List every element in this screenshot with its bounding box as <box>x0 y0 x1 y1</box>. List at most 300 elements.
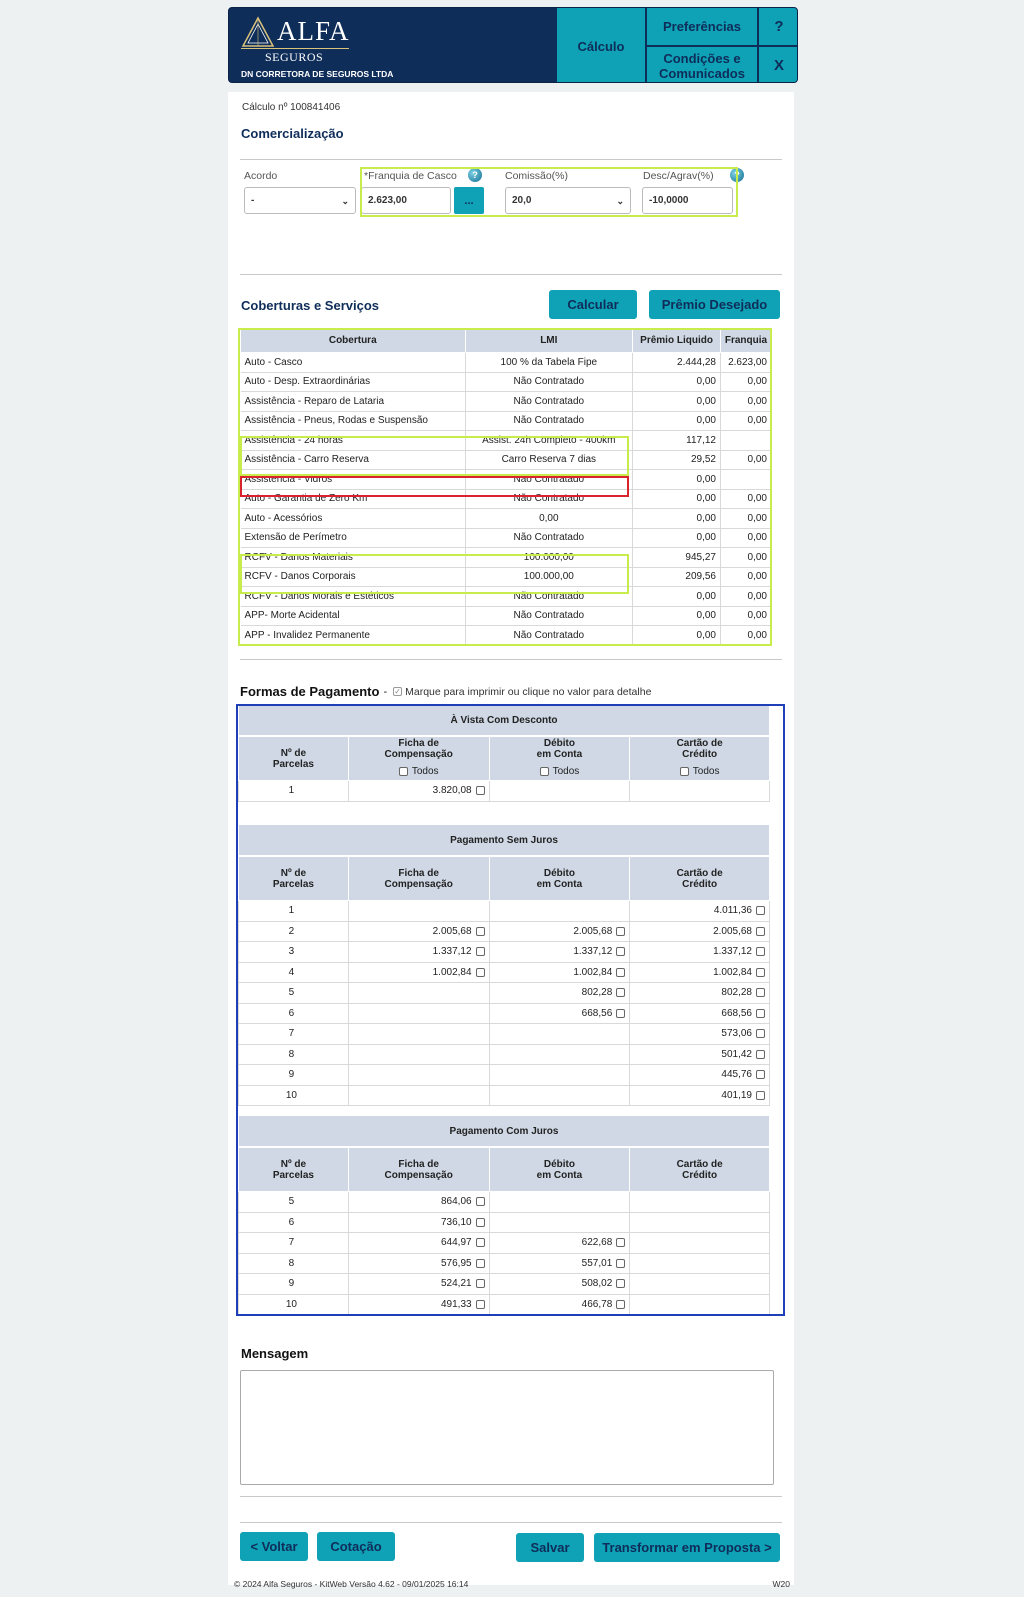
franquia-lookup-button[interactable]: ... <box>454 187 484 214</box>
col-debito-label: Débito em Conta <box>536 1158 583 1181</box>
parcela-value[interactable]: 802,28 <box>721 987 752 999</box>
cobertura-row <box>241 489 772 509</box>
parcela-checkbox[interactable] <box>616 1238 625 1247</box>
parcela-value[interactable]: 4.011,36 <box>713 905 752 917</box>
nav-calculo-button[interactable]: Cálculo <box>557 8 645 83</box>
parcela-checkbox[interactable] <box>756 1029 765 1038</box>
cobertura-name: RCFV - Danos Morais e Estéticos <box>241 587 466 607</box>
voltar-button[interactable]: < Voltar <box>240 1532 308 1561</box>
parcela-value-cell <box>489 962 630 983</box>
cobertura-row <box>241 450 772 470</box>
parcela-value-cell <box>630 1294 770 1315</box>
parcela-checkbox[interactable] <box>476 927 485 936</box>
parcela-value[interactable]: 1.002,84 <box>573 966 613 978</box>
franquia-label: *Franquia de Casco <box>364 170 457 182</box>
print-hint <box>391 686 651 698</box>
col-cartao <box>630 737 770 781</box>
parcela-value-cell <box>489 1274 630 1295</box>
coberturas-title: Coberturas e Serviços <box>241 298 380 313</box>
cobertura-franquia: 0,00 <box>720 489 771 509</box>
col-cartao-label: Cartão de Crédito <box>676 738 723 760</box>
main-panel <box>228 92 794 1585</box>
parcela-value[interactable]: 802,28 <box>581 987 613 999</box>
cobertura-premio: 0,00 <box>633 626 721 646</box>
parcela-count: 9 <box>239 1274 349 1295</box>
premio-desejado-button[interactable]: Prêmio Desejado <box>649 290 780 319</box>
todos-label: Todos <box>411 766 439 777</box>
col-debito-label: Débito em Conta <box>536 738 583 760</box>
parcela-checkbox[interactable] <box>476 1238 485 1247</box>
col-ficha-label: Ficha de Compensação <box>384 1158 453 1181</box>
parcela-count: 6 <box>239 1003 349 1024</box>
col-ficha <box>348 737 489 781</box>
cobertura-lmi: Assist. 24h Completo - 400km <box>465 431 633 451</box>
version-code: W20 <box>772 1579 790 1589</box>
parcela-count: 7 <box>239 1233 349 1254</box>
parcela-count: 10 <box>239 1085 349 1106</box>
cobertura-franquia: 0,00 <box>720 411 771 431</box>
cobertura-lmi: Não Contratado <box>465 411 633 431</box>
parcela-value[interactable]: 573,06 <box>721 1028 752 1040</box>
parcela-value[interactable]: 557,01 <box>581 1257 613 1269</box>
parcela-row <box>239 1274 770 1295</box>
nav-condicoes-button[interactable]: Condições e Comunicados <box>647 47 757 83</box>
cobertura-name: Assistência - Reparo de Lataria <box>241 392 466 412</box>
col-ficha-label: Ficha de Compensação <box>384 738 453 760</box>
parcela-value-cell <box>489 942 630 963</box>
parcela-count: 10 <box>239 1294 349 1315</box>
parcela-value-cell <box>630 1233 770 1254</box>
parcela-row <box>239 1294 770 1315</box>
todos-label: Todos <box>552 766 580 777</box>
parcela-value-cell <box>489 1024 630 1045</box>
parcela-row <box>239 1253 770 1274</box>
cobertura-row <box>241 626 772 646</box>
parcela-value-cell <box>630 1192 770 1213</box>
parcela-count: 9 <box>239 1065 349 1086</box>
cobertura-franquia <box>720 431 771 451</box>
comissao-label: Comissão(%) <box>505 170 569 182</box>
parcela-value-cell <box>348 1253 489 1274</box>
corretora-name: DN CORRETORA DE SEGUROS LTDA <box>241 69 394 79</box>
parcela-row <box>239 1212 770 1233</box>
parcela-checkbox[interactable] <box>476 947 485 956</box>
col-debito <box>489 1148 630 1192</box>
parcela-value[interactable]: 2.005,68 <box>713 925 752 937</box>
parcela-row <box>239 1233 770 1254</box>
col-cartao-label: Cartão de Crédito <box>676 867 723 890</box>
cobertura-premio: 0,00 <box>633 470 721 490</box>
help-globe-icon[interactable]: ? <box>468 168 482 182</box>
cobertura-row <box>241 587 772 607</box>
com-juros-title: Pagamento Com Juros <box>238 1115 770 1147</box>
cobertura-name: APP- Morte Acidental <box>241 606 466 626</box>
parcela-value-cell <box>348 962 489 983</box>
parcela-checkbox[interactable] <box>476 1300 485 1309</box>
parcela-row <box>239 921 770 942</box>
parcela-row <box>239 1085 770 1106</box>
parcela-value-cell <box>630 1003 770 1024</box>
parcela-count: 8 <box>239 1044 349 1065</box>
acordo-label: Acordo <box>244 170 278 182</box>
cobertura-franquia: 0,00 <box>720 567 771 587</box>
parcela-value-cell <box>630 921 770 942</box>
parcela-value[interactable]: 864,06 <box>440 1196 472 1208</box>
parcela-value-cell <box>348 1085 489 1106</box>
com-juros-block <box>238 1115 770 1315</box>
parcela-checkbox[interactable] <box>476 1259 485 1268</box>
parcela-value-cell <box>489 781 630 802</box>
parcela-count: 1 <box>239 781 349 802</box>
parcela-count: 5 <box>239 1192 349 1213</box>
parcela-checkbox[interactable] <box>616 1300 625 1309</box>
todos-checkbox[interactable] <box>399 767 408 776</box>
col-lmi: LMI <box>465 329 633 353</box>
parcela-value[interactable]: 1.002,84 <box>713 966 752 978</box>
parcela-value-cell <box>489 1085 630 1106</box>
cobertura-franquia <box>720 470 771 490</box>
parcela-value-cell <box>489 1233 630 1254</box>
parcela-value-cell <box>630 962 770 983</box>
parcela-checkbox[interactable] <box>616 968 625 977</box>
cobertura-name: RCFV - Danos Materiais <box>241 548 466 568</box>
cobertura-lmi: 100.000,00 <box>465 567 633 587</box>
parcela-checkbox[interactable] <box>476 1197 485 1206</box>
parcela-value[interactable]: 524,21 <box>440 1278 472 1290</box>
parcela-checkbox[interactable] <box>476 968 485 977</box>
chevron-down-icon: ⌄ <box>616 196 624 206</box>
parcela-value[interactable]: 668,56 <box>581 1007 613 1019</box>
parcela-count: 8 <box>239 1253 349 1274</box>
col-parcelas-label: Nº de Parcelas <box>272 747 314 770</box>
cobertura-premio: 29,52 <box>633 450 721 470</box>
parcela-value[interactable]: 1.337,12 <box>713 946 752 958</box>
cobertura-premio: 945,27 <box>633 548 721 568</box>
parcela-row <box>239 781 770 802</box>
avista-title: À Vista Com Desconto <box>238 704 770 736</box>
cobertura-row <box>241 372 772 392</box>
cobertura-row <box>241 411 772 431</box>
cobertura-name: Assistência - Carro Reserva <box>241 450 466 470</box>
todos-debito[interactable] <box>540 766 580 777</box>
col-premio: Prêmio Liquido <box>633 329 721 353</box>
col-debito <box>489 857 630 901</box>
parcela-value-cell <box>348 1233 489 1254</box>
parcela-value-cell <box>489 1044 630 1065</box>
cobertura-franquia: 0,00 <box>720 548 771 568</box>
parcela-value-cell <box>630 942 770 963</box>
avista-block <box>238 704 770 802</box>
cobertura-franquia: 0,00 <box>720 587 771 607</box>
cobertura-row <box>241 470 772 490</box>
cobertura-row <box>241 567 772 587</box>
col-cartao <box>630 1148 770 1192</box>
com-juros-table <box>238 1147 770 1315</box>
parcela-checkbox[interactable] <box>756 1050 765 1059</box>
divider <box>240 1522 782 1523</box>
divider <box>240 159 782 160</box>
triangle-logo-icon <box>241 16 275 48</box>
parcela-checkbox[interactable] <box>756 947 765 956</box>
parcela-value[interactable]: 466,78 <box>581 1298 613 1310</box>
help-globe-icon[interactable]: ? <box>730 168 744 182</box>
divider <box>240 274 782 275</box>
parcela-checkbox[interactable] <box>476 786 485 795</box>
parcela-value[interactable]: 1.002,84 <box>432 966 472 978</box>
cobertura-name: Auto - Garantia de Zero Km <box>241 489 466 509</box>
parcela-value[interactable]: 736,10 <box>440 1216 472 1228</box>
parcela-value-cell <box>348 942 489 963</box>
divider <box>240 659 782 660</box>
parcela-value-cell <box>348 1192 489 1213</box>
parcela-row <box>239 983 770 1004</box>
cobertura-franquia: 0,00 <box>720 509 771 529</box>
parcela-row <box>239 901 770 922</box>
cobertura-lmi: Não Contratado <box>465 489 633 509</box>
parcela-row <box>239 1044 770 1065</box>
comissao-value: 20,0 <box>512 195 532 206</box>
parcela-value[interactable]: 644,97 <box>440 1237 472 1249</box>
cobertura-name: Assistência - Vidros <box>241 470 466 490</box>
calcular-button[interactable]: Calcular <box>549 290 637 319</box>
cobertura-row <box>241 606 772 626</box>
col-cartao-label: Cartão de Crédito <box>676 1158 723 1181</box>
parcela-value[interactable]: 3.820,08 <box>432 785 472 797</box>
cobertura-lmi: Não Contratado <box>465 528 633 548</box>
transformar-proposta-button[interactable]: Transformar em Proposta > <box>594 1533 780 1562</box>
parcela-value-cell <box>348 1274 489 1295</box>
mensagem-title: Mensagem <box>241 1346 309 1361</box>
parcela-value-cell <box>489 901 630 922</box>
comissao-select[interactable] <box>505 187 631 214</box>
cobertura-name: Assistência - Pneus, Rodas e Suspensão <box>241 411 466 431</box>
parcela-value-cell <box>348 1003 489 1024</box>
sem-juros-block <box>238 824 770 1106</box>
mensagem-textarea[interactable] <box>240 1370 774 1485</box>
pagamento-header <box>240 684 651 699</box>
cobertura-row <box>241 528 772 548</box>
cobertura-row <box>241 509 772 529</box>
parcela-checkbox[interactable] <box>616 927 625 936</box>
parcela-value-cell <box>348 781 489 802</box>
parcela-value-cell <box>489 1294 630 1315</box>
cobertura-premio: 0,00 <box>633 411 721 431</box>
coberturas-table <box>240 328 772 646</box>
cobertura-franquia: 0,00 <box>720 450 771 470</box>
parcela-value-cell <box>630 1274 770 1295</box>
cobertura-lmi: Não Contratado <box>465 392 633 412</box>
col-debito <box>489 737 630 781</box>
cobertura-lmi: Não Contratado <box>465 587 633 607</box>
cobertura-lmi: Não Contratado <box>465 606 633 626</box>
col-parcelas <box>239 857 349 901</box>
parcela-row <box>239 1024 770 1045</box>
sem-juros-title: Pagamento Sem Juros <box>238 824 770 856</box>
parcela-value-cell <box>489 983 630 1004</box>
app-header <box>228 7 798 83</box>
parcela-checkbox[interactable] <box>756 1091 765 1100</box>
parcela-value-cell <box>348 983 489 1004</box>
cobertura-row <box>241 392 772 412</box>
alfa-seguros-logo <box>241 14 541 78</box>
cobertura-premio: 0,00 <box>633 606 721 626</box>
parcela-checkbox[interactable] <box>756 906 765 915</box>
parcela-value-cell <box>630 781 770 802</box>
parcela-checkbox[interactable] <box>756 927 765 936</box>
parcela-value-cell <box>489 1212 630 1233</box>
divider <box>240 1496 782 1497</box>
copyright: © 2024 Alfa Seguros - KitWeb Versão 4.62 - 09/01/2025 16:14 <box>234 1579 469 1589</box>
desc-agrav-label: Desc/Agrav(%) <box>643 170 714 182</box>
parcela-count: 5 <box>239 983 349 1004</box>
cobertura-franquia: 0,00 <box>720 372 771 392</box>
cobertura-name: Extensão de Perímetro <box>241 528 466 548</box>
parcela-value[interactable]: 445,76 <box>721 1069 752 1081</box>
avista-table <box>238 736 770 802</box>
todos-ficha[interactable] <box>399 766 439 777</box>
col-parcelas <box>239 1148 349 1192</box>
parcela-checkbox[interactable] <box>616 947 625 956</box>
nav-preferencias-button[interactable]: Preferências <box>647 8 757 45</box>
parcela-value[interactable]: 501,42 <box>721 1048 752 1060</box>
logo-name: ALFA <box>277 16 350 46</box>
cobertura-lmi: Não Contratado <box>465 470 633 490</box>
parcela-value-cell <box>348 921 489 942</box>
cobertura-premio: 0,00 <box>633 372 721 392</box>
cobertura-franquia: 0,00 <box>720 606 771 626</box>
parcela-checkbox[interactable] <box>476 1218 485 1227</box>
cobertura-premio: 209,56 <box>633 567 721 587</box>
parcela-value[interactable]: 491,33 <box>440 1298 472 1310</box>
desc-agrav-input[interactable] <box>642 187 733 214</box>
acordo-select[interactable] <box>244 187 356 214</box>
parcela-row <box>239 942 770 963</box>
parcela-checkbox[interactable] <box>616 1009 625 1018</box>
col-parcelas-label: Nº de Parcelas <box>272 867 314 890</box>
parcela-value-cell <box>348 1024 489 1045</box>
logo-subtitle: SEGUROS <box>265 50 324 64</box>
parcela-value-cell <box>630 983 770 1004</box>
parcela-checkbox[interactable] <box>616 988 625 997</box>
parcela-value[interactable]: 668,56 <box>721 1007 752 1019</box>
cobertura-row <box>241 353 772 373</box>
parcela-value-cell <box>630 1044 770 1065</box>
cobertura-row <box>241 548 772 568</box>
cobertura-premio: 0,00 <box>633 489 721 509</box>
cobertura-franquia: 0,00 <box>720 528 771 548</box>
cobertura-premio: 0,00 <box>633 509 721 529</box>
parcela-value-cell <box>489 1253 630 1274</box>
footer <box>234 1579 790 1589</box>
cobertura-name: Auto - Casco <box>241 353 466 373</box>
parcela-value[interactable]: 576,95 <box>440 1257 472 1269</box>
cobertura-lmi: Não Contratado <box>465 626 633 646</box>
todos-checkbox[interactable] <box>680 767 689 776</box>
col-ficha <box>348 857 489 901</box>
calculo-number: Cálculo nº 100841406 <box>242 102 341 113</box>
parcela-count: 7 <box>239 1024 349 1045</box>
parcela-value[interactable]: 2.005,68 <box>432 925 472 937</box>
cobertura-premio: 2.444,28 <box>633 353 721 373</box>
parcela-value-cell <box>630 1253 770 1274</box>
sem-juros-table <box>238 856 770 1106</box>
parcela-checkbox[interactable] <box>616 1259 625 1268</box>
parcela-checkbox[interactable] <box>616 1279 625 1288</box>
col-parcelas-label: Nº de Parcelas <box>272 1158 314 1181</box>
parcela-checkbox[interactable] <box>756 1009 765 1018</box>
print-checkbox[interactable]: ✓ <box>394 687 401 696</box>
col-ficha-label: Ficha de Compensação <box>384 867 453 890</box>
parcela-value[interactable]: 622,68 <box>581 1237 613 1249</box>
cobertura-premio: 117,12 <box>633 431 721 451</box>
cobertura-name: RCFV - Danos Corporais <box>241 567 466 587</box>
parcela-count: 1 <box>239 901 349 922</box>
parcela-row <box>239 962 770 983</box>
parcela-row <box>239 1065 770 1086</box>
cobertura-lmi: 100.000,00 <box>465 548 633 568</box>
salvar-button[interactable]: Salvar <box>516 1533 584 1562</box>
close-button[interactable]: X <box>759 47 798 83</box>
todos-checkbox[interactable] <box>540 767 549 776</box>
todos-label: Todos <box>692 766 720 777</box>
print-hint-text: Marque para imprimir ou clique no valor para detalhe <box>405 685 652 698</box>
cobertura-premio: 0,00 <box>633 392 721 412</box>
todos-cartao[interactable] <box>680 766 720 777</box>
parcela-value-cell <box>630 901 770 922</box>
parcela-row <box>239 1003 770 1024</box>
cobertura-lmi: 0,00 <box>465 509 633 529</box>
parcela-value-cell <box>489 921 630 942</box>
parcela-value-cell <box>348 901 489 922</box>
parcela-value-cell <box>489 1192 630 1213</box>
cobertura-name: Assistência - 24 horas <box>241 431 466 451</box>
parcela-value-cell <box>630 1065 770 1086</box>
help-button[interactable]: ? <box>759 8 798 45</box>
franquia-value: 2.623,00 <box>368 195 407 206</box>
parcela-value[interactable]: 1.337,12 <box>573 946 613 958</box>
col-cobertura: Cobertura <box>241 329 466 353</box>
parcela-value[interactable]: 2.005,68 <box>573 925 613 937</box>
cotacao-button[interactable]: Cotação <box>317 1532 395 1561</box>
parcela-value[interactable]: 401,19 <box>721 1089 752 1101</box>
desc-agrav-value: -10,0000 <box>649 195 689 206</box>
franquia-input[interactable] <box>361 187 451 214</box>
parcela-value[interactable]: 1.337,12 <box>432 946 472 958</box>
parcela-value-cell <box>489 1065 630 1086</box>
parcela-count: 4 <box>239 962 349 983</box>
cobertura-lmi: Carro Reserva 7 dias <box>465 450 633 470</box>
parcela-value-cell <box>348 1294 489 1315</box>
parcela-checkbox[interactable] <box>756 1070 765 1079</box>
parcela-value-cell <box>489 1003 630 1024</box>
cobertura-premio: 0,00 <box>633 587 721 607</box>
cobertura-name: Auto - Desp. Extraordinárias <box>241 372 466 392</box>
pagamento-title: Formas de Pagamento <box>240 684 380 699</box>
col-debito-label: Débito em Conta <box>536 867 583 890</box>
col-ficha <box>348 1148 489 1192</box>
parcela-checkbox[interactable] <box>756 968 765 977</box>
cobertura-lmi: 100 % da Tabela Fipe <box>465 353 633 373</box>
parcela-count: 2 <box>239 921 349 942</box>
cobertura-franquia: 0,00 <box>720 392 771 412</box>
parcela-checkbox[interactable] <box>756 988 765 997</box>
parcela-checkbox[interactable] <box>476 1279 485 1288</box>
cobertura-name: APP - Invalidez Permanente <box>241 626 466 646</box>
parcela-value[interactable]: 508,02 <box>581 1278 613 1290</box>
acordo-value: - <box>251 195 255 206</box>
parcela-value-cell <box>630 1085 770 1106</box>
parcela-count: 6 <box>239 1212 349 1233</box>
